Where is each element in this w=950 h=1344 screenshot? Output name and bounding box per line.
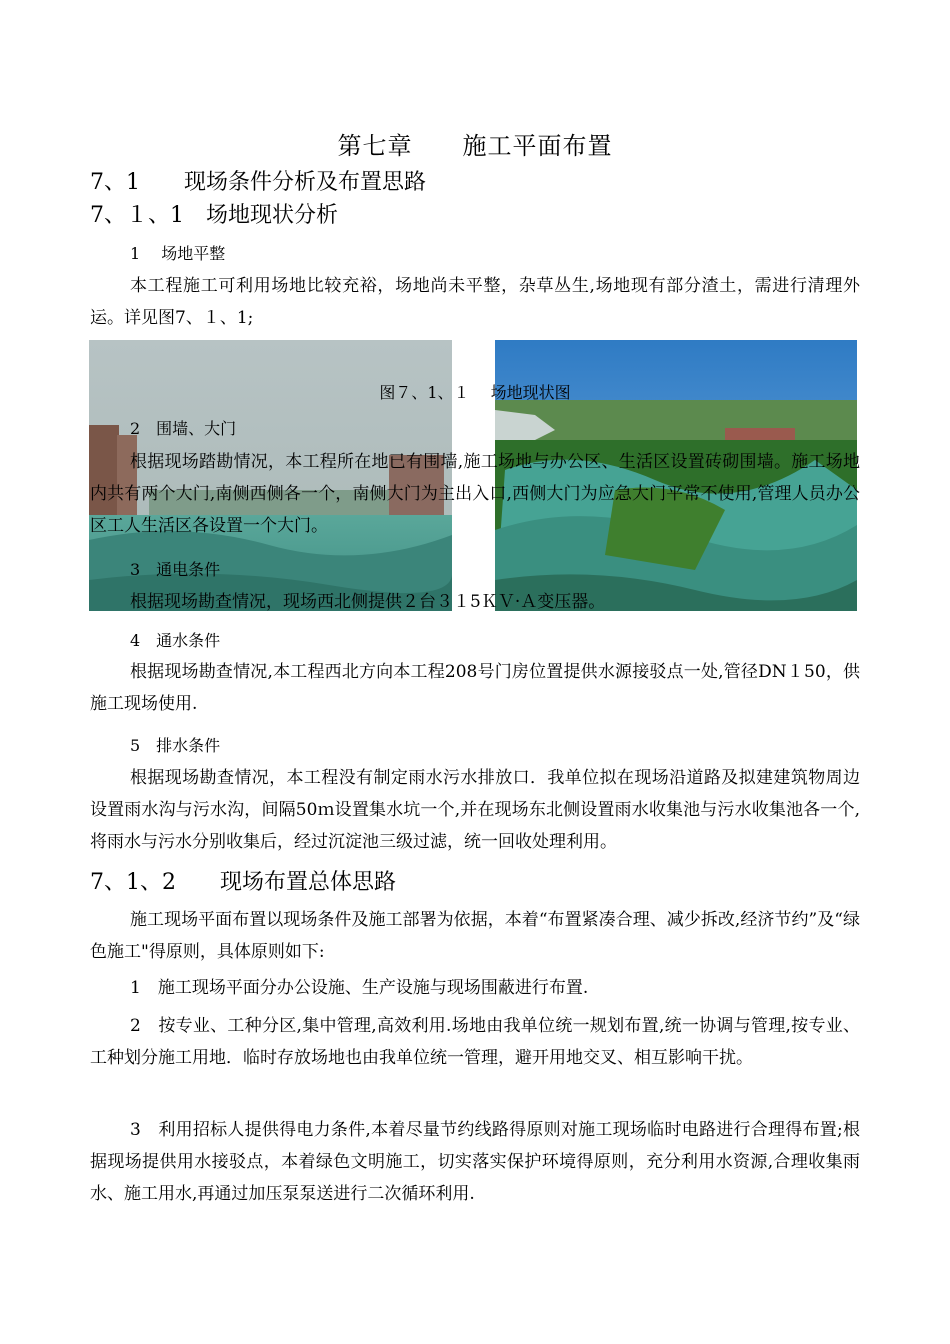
- item-2-paragraph: 根据现场踏勘情况，本工程所在地已有围墙,施工场地与办公区、生活区设置砖砌围墙。施工场地内共有两个大门,南侧西侧各一个，南侧大门为主出入口,西侧大门为应急大门平常不使用,管理人员办公区工人生活区各设置一个大门。: [90, 452, 860, 536]
- item-4-title: 4 通水条件: [130, 631, 221, 650]
- item-2-title: 2 围墙、大门: [130, 419, 237, 438]
- principle-1: 1 施工现场平面分办公设施、生产设施与现场围蔽进行布置.: [130, 978, 589, 998]
- section-heading-7-1-2: 7、1、2 现场布置总体思路: [90, 870, 396, 895]
- item-4-paragraph: 根据现场勘查情况,本工程西北方向本工程208号门房位置提供水源接驳点一处,管径DN１50，供施工现场使用.: [90, 662, 860, 714]
- principles-intro: 施工现场平面布置以现场条件及施工部署为依据，本着“布置紧凑合理、减少拆改,经济节约”及“绿色施工"得原则，具体原则如下:: [90, 910, 860, 962]
- item-3-title: 3 通电条件: [130, 560, 221, 579]
- item-5-title: 5 排水条件: [130, 736, 221, 755]
- principle-3: 3 利用招标人提供得电力条件,本着尽量节约线路得原则对施工现场临时电路进行合理得布置;根据现场提供用水接驳点，本着绿色文明施工，切实落实保护环境得原则，充分利用水资源,合理收集雨水、施工用水,再通过加压泵泵送进行二次循环利用.: [90, 1120, 860, 1204]
- section-heading-7-1-1: 7、１、1 场地现状分析: [90, 203, 338, 228]
- section-heading-7-1: 7、1 现场条件分析及布置思路: [90, 170, 426, 195]
- figure-caption: 图７、1、１ 场地现状图: [379, 383, 571, 402]
- item-1-paragraph: 本工程施工可利用场地比较充裕，场地尚未平整，杂草丛生,场地现有部分渣土，需进行清理外运。详见图7、１、1;: [90, 276, 860, 328]
- item-5-paragraph: 根据现场勘查情况，本工程没有制定雨水污水排放口．我单位拟在现场沿道路及拟建建筑物周边设置雨水沟与污水沟，间隔50ｍ设置集水坑一个,并在现场东北侧设置雨水收集池与污水收集池各一个,将雨水与污水分别收集后，经过沉淀池三级过滤，统一回收处理利用。: [90, 768, 860, 852]
- item-3-paragraph: 根据现场勘查情况，现场西北侧提供２台３１5ＫＶ·Ａ变压器。: [130, 592, 606, 612]
- principle-2: 2 按专业、工种分区,集中管理,高效利用.场地由我单位统一规划布置,统一协调与管理,按专业、工种划分施工用地．临时存放场地也由我单位统一管理，避开用地交叉、相互影响干扰。: [90, 1016, 860, 1068]
- chapter-title: 第七章 施工平面布置: [337, 132, 613, 160]
- item-1-title: 1 场地平整: [130, 244, 226, 263]
